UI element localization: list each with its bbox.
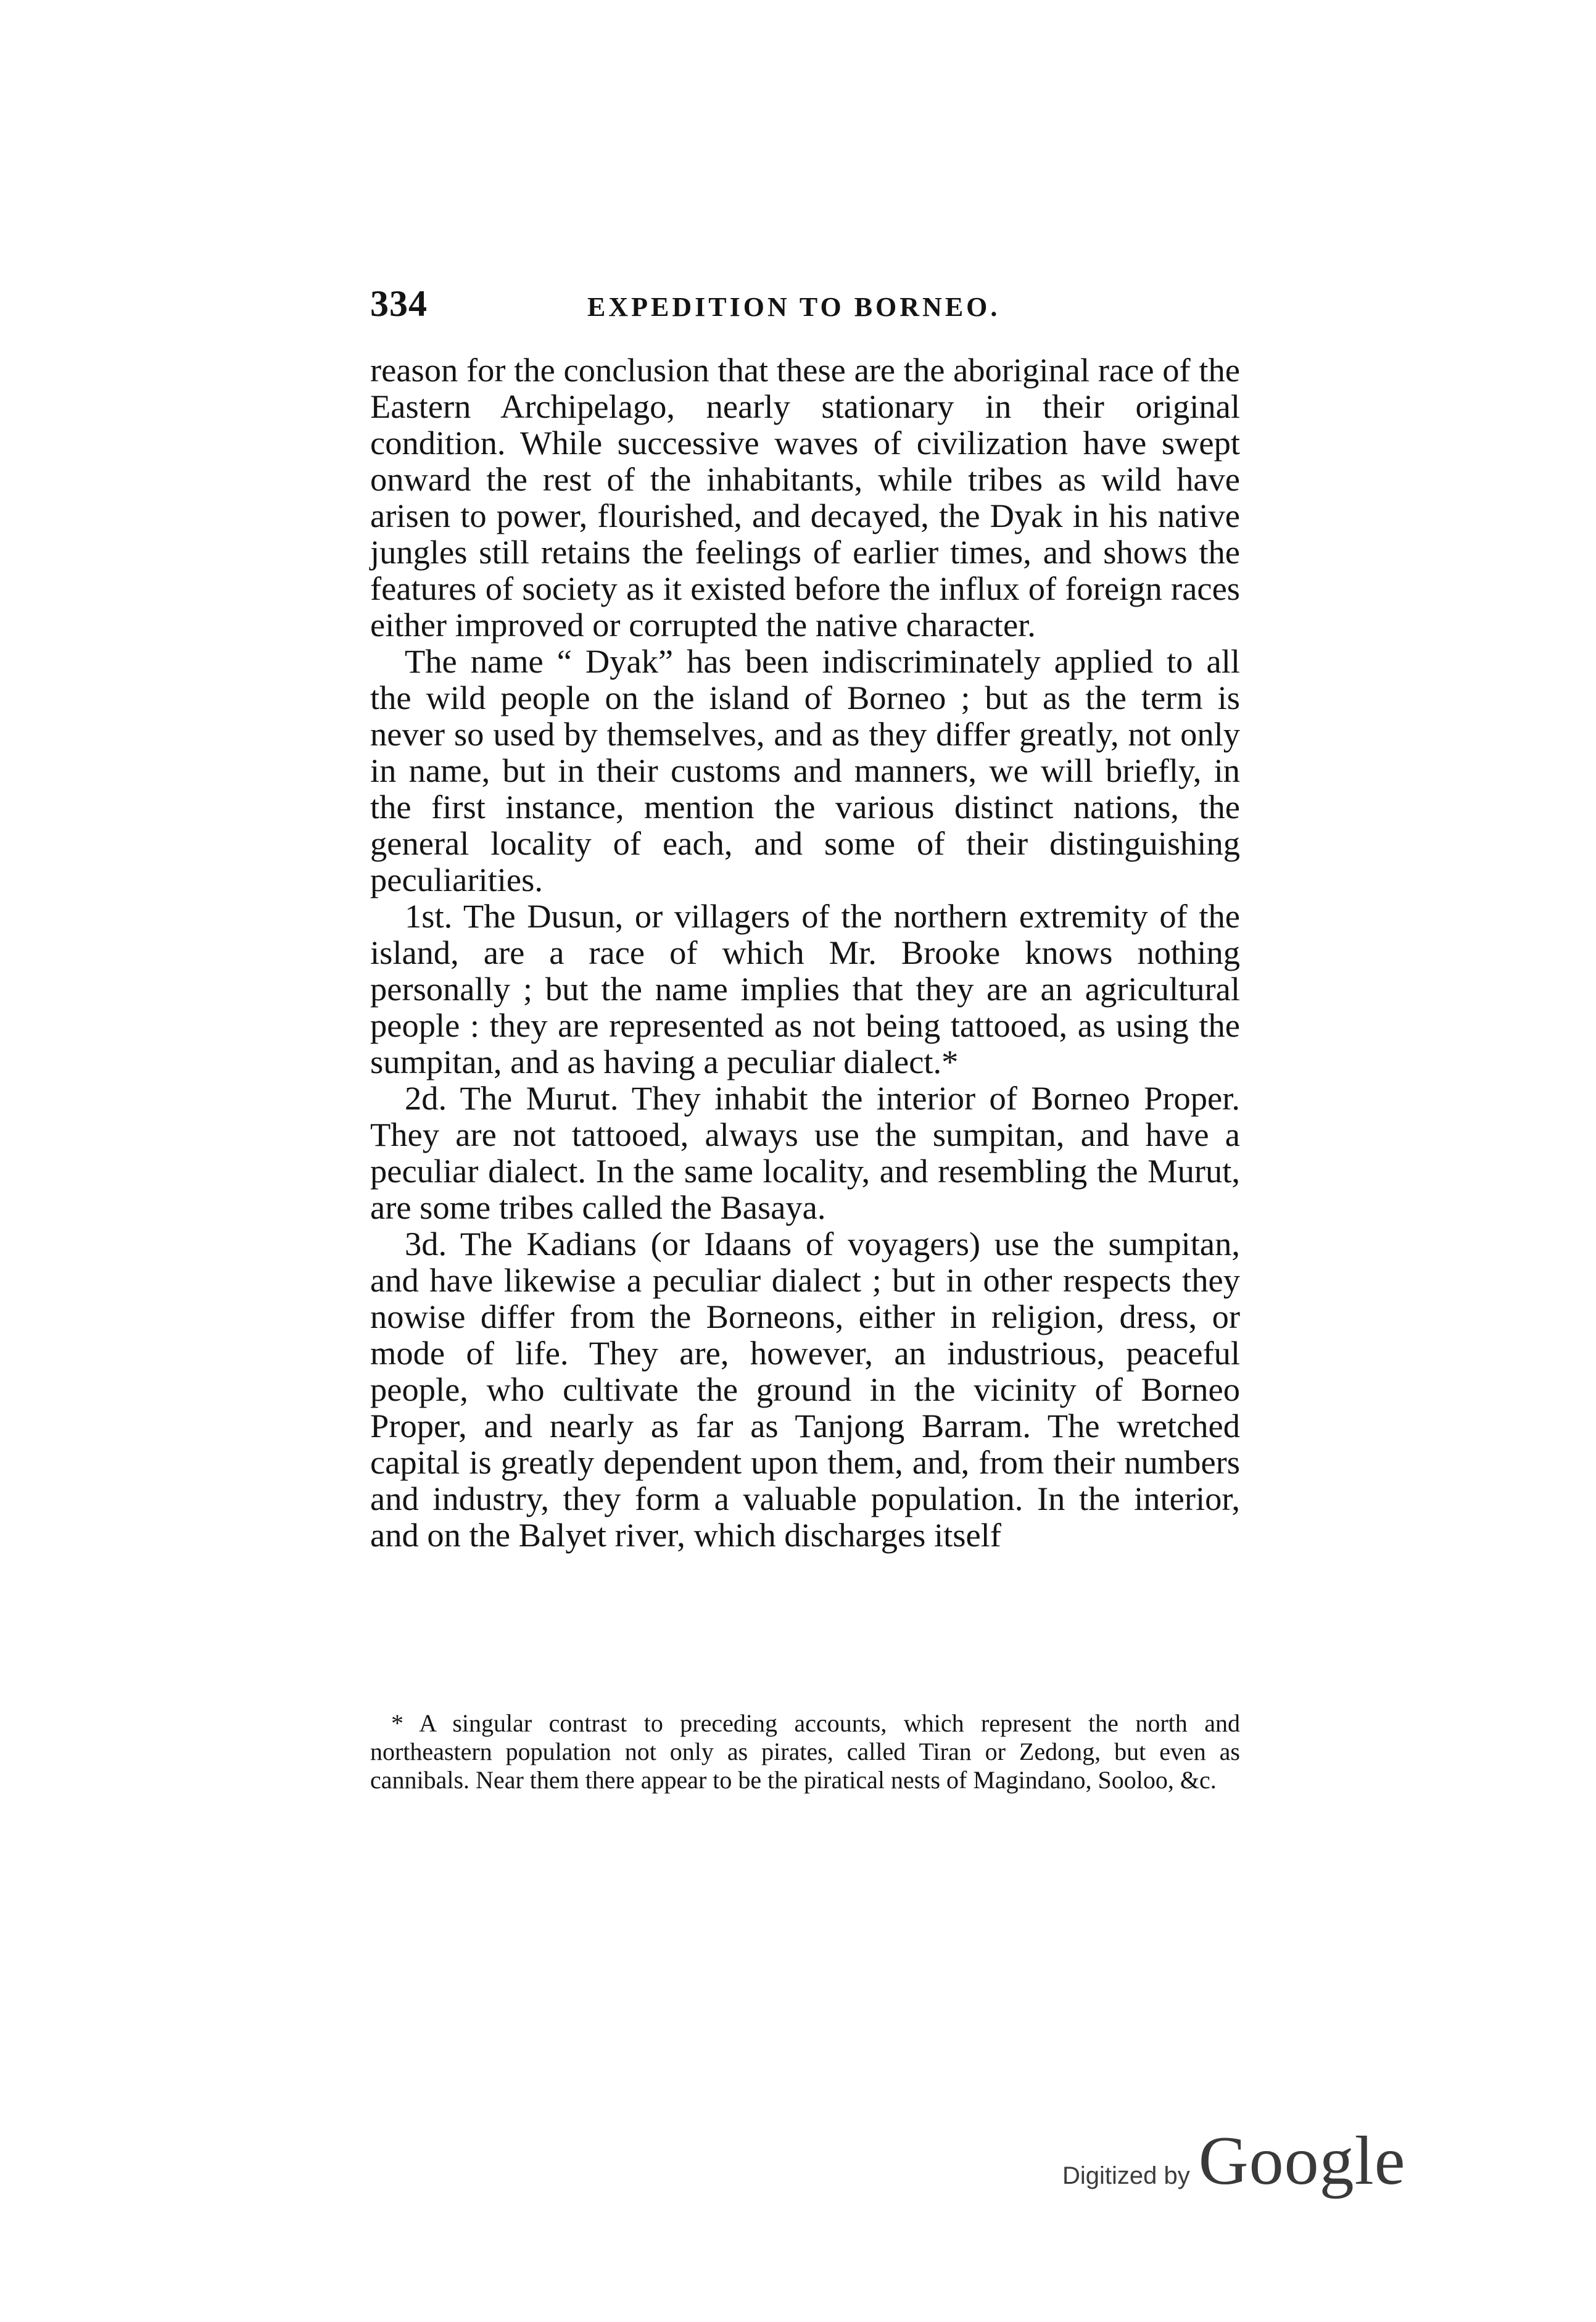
footnote-text: * A singular contrast to preceding accounts, which represent the north and northeastern population not only as pirates, called Tiran or Zedong, but even as cannibals. Near them there appear to be the piratical nests of Magindano, Sooloo, &c. [370, 1709, 1240, 1794]
body-text [370, 352, 1240, 1553]
page-number: 334 [370, 283, 428, 324]
google-logo: Google [1198, 2123, 1406, 2199]
paragraph-dusun: 1st. The Dusun, or villagers of the northern extremity of the island, are a race of which Mr. Brooke knows nothing personally ; but the name implies that they are an agricultural people : they are represented as not being tattooed, as using the sumpitan, and as having a peculiar dialect.* [370, 897, 1240, 1080]
footnote [370, 1709, 1240, 1794]
digitized-label: Digitized by [1062, 2162, 1190, 2189]
digitized-by-watermark [1062, 2121, 1406, 2199]
paragraph-kadians: 3d. The Kadians (or Idaans of voyagers) use the sumpitan, and have likewise a peculiar dialect ; but in other respects they nowise differ from the Borneons, either in religion, dress, or mode of life. They are, however, an industrious, peaceful people, who cultivate the ground in the vicinity of Borneo Proper, and nearly as far as Tanjong Barram. The wretched capital is greatly dependent upon them, and, from their numbers and industry, they form a valuable population. In the interior, and on the Balyet river, which discharges itself [370, 1225, 1240, 1554]
paragraph-continuation: reason for the conclusion that these are the aboriginal race of the Eastern Archipelago, nearly stationary in their original condition. While successive waves of civilization have swept onward the rest of the inhabitants, while tribes as wild have arisen to power, flourished, and decayed, the Dyak in his native jungles still retains the feelings of earlier times, and shows the features of society as it existed before the influx of foreign races either improved or corrupted the native character. [370, 351, 1240, 644]
paragraph-dyak-name: The name “ Dyak” has been indiscriminately applied to all the wild people on the island of Borneo ; but as the term is never so used by themselves, and as they differ greatly, not only in name, but in their customs and manners, we will briefly, in the first instance, mention the various distinct nations, the general locality of each, and some of their distinguishing peculiarities. [370, 642, 1240, 898]
running-head: EXPEDITION TO BORNEO. [587, 292, 1001, 322]
paragraph-murut: 2d. The Murut. They inhabit the interior of Borneo Proper. They are not tattooed, always use the sumpitan, and have a peculiar dialect. In the same locality, and resembling the Murut, are some tribes called the Basaya. [370, 1079, 1240, 1226]
page-header [370, 283, 1240, 332]
